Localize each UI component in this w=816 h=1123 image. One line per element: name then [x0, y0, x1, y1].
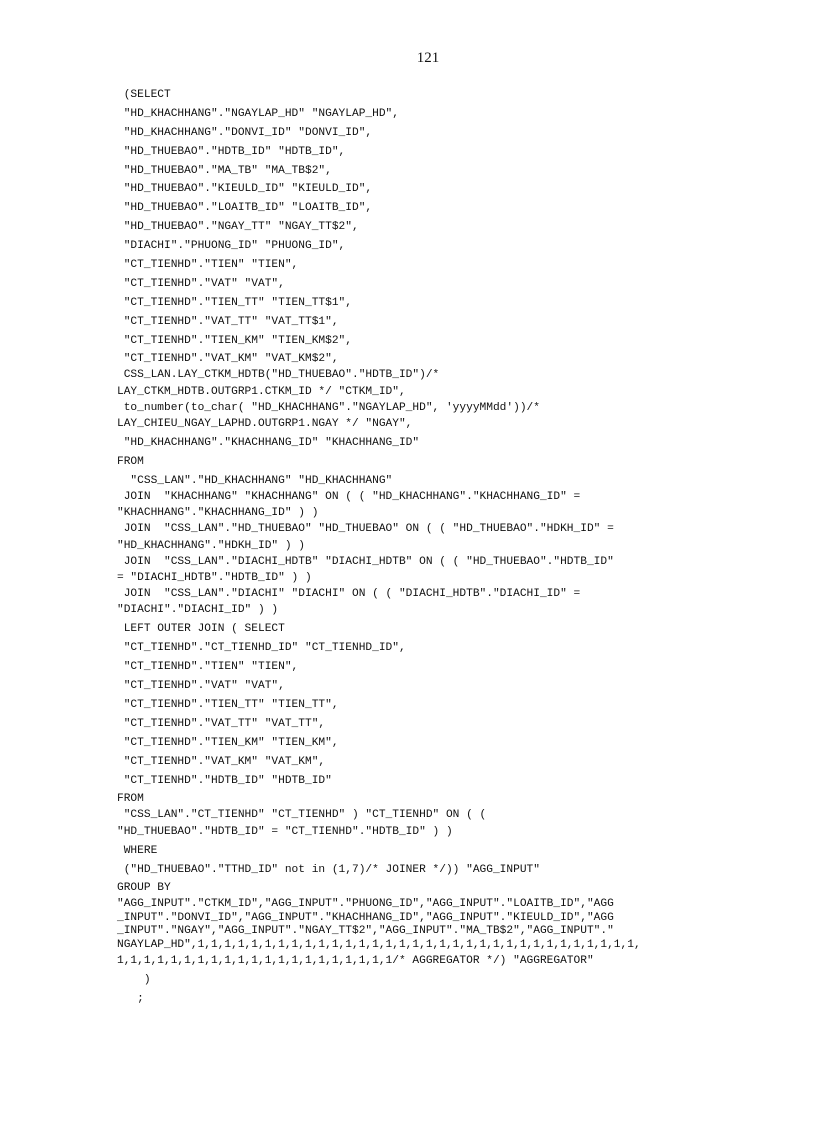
code-line: FROM — [117, 793, 144, 806]
code-line: "HD_THUEBAO"."KIEULD_ID" "KIEULD_ID", — [117, 183, 373, 196]
code-line: ("HD_THUEBAO"."TTHD_ID" not in (1,7)/* JOINER */)) "AGG_INPUT" — [117, 863, 540, 876]
code-line: JOIN "CSS_LAN"."HD_THUEBAO" "HD_THUEBAO" ON ( ( "HD_THUEBAO"."HDKH_ID" = — [117, 523, 614, 536]
code-line: "HD_KHACHHANG"."NGAYLAP_HD" "NGAYLAP_HD", — [117, 107, 399, 120]
code-line: LAY_CTKM_HDTB.OUTGRP1.CTKM_ID */ "CTKM_ID", — [117, 385, 406, 398]
code-line: "CT_TIENHD"."TIEN_KM" "TIEN_KM", — [117, 736, 339, 749]
code-line: FROM — [117, 456, 144, 469]
code-line: "CT_TIENHD"."VAT_KM" "VAT_KM$2", — [117, 353, 339, 366]
code-line: "HD_THUEBAO"."HDTB_ID" "HDTB_ID", — [117, 145, 346, 158]
code-line: = "DIACHI_HDTB"."HDTB_ID" ) ) — [117, 572, 312, 585]
code-line: JOIN "KHACHHANG" "KHACHHANG" ON ( ( "HD_KHACHHANG"."KHACHHANG_ID" = — [117, 490, 581, 503]
code-line: "DIACHI"."DIACHI_ID" ) ) — [117, 604, 279, 617]
code-line: "CT_TIENHD"."TIEN" "TIEN", — [117, 259, 299, 272]
code-line: "CT_TIENHD"."VAT_TT" "VAT_TT$1", — [117, 315, 339, 328]
code-line: "CSS_LAN"."CT_TIENHD" "CT_TIENHD" ) "CT_TIENHD" ON ( ( — [117, 809, 487, 822]
code-line: "HD_KHACHHANG"."DONVI_ID" "DONVI_ID", — [117, 126, 373, 139]
code-line: "HD_THUEBAO"."NGAY_TT" "NGAY_TT$2", — [117, 221, 359, 234]
code-line: WHERE — [117, 844, 158, 857]
code-line: "HD_KHACHHANG"."KHACHHANG_ID" "KHACHHANG_ID" — [117, 437, 420, 450]
code-line: "CT_TIENHD"."TIEN_TT" "TIEN_TT$1", — [117, 296, 352, 309]
code-line: "CSS_LAN"."HD_KHACHHANG" "HD_KHACHHANG" — [117, 474, 393, 487]
code-line: 1,1,1,1,1,1,1,1,1,1,1,1,1,1,1,1,1,1,1,1,1/* AGGREGATOR */) "AGGREGATOR" — [117, 955, 594, 968]
code-line: _INPUT"."NGAY","AGG_INPUT"."NGAY_TT$2","AGG_INPUT"."MA_TB$2","AGG_INPUT"." — [117, 925, 614, 938]
code-line: "CT_TIENHD"."VAT_TT" "VAT_TT", — [117, 717, 326, 730]
code-line: JOIN "CSS_LAN"."DIACHI" "DIACHI" ON ( ( "DIACHI_HDTB"."DIACHI_ID" = — [117, 587, 581, 600]
code-line: ; — [117, 993, 144, 1006]
code-line: (SELECT — [117, 89, 171, 101]
code-line: to_number(to_char( "HD_KHACHHANG"."NGAYLAP_HD", 'yyyyMMdd'))/* — [117, 401, 540, 414]
code-line: "HD_THUEBAO"."LOAITB_ID" "LOAITB_ID", — [117, 202, 373, 215]
code-line: NGAYLAP_HD",1,1,1,1,1,1,1,1,1,1,1,1,1,1,1,1,1,1,1,1,1,1,1,1,1,1,1,1,1,1,1,1,1, — [117, 938, 641, 951]
code-line: "DIACHI"."PHUONG_ID" "PHUONG_ID", — [117, 240, 346, 253]
code-line: "CT_TIENHD"."TIEN_KM" "TIEN_KM$2", — [117, 334, 352, 347]
code-line: "CT_TIENHD"."VAT_KM" "VAT_KM", — [117, 755, 326, 768]
code-line: "HD_KHACHHANG"."HDKH_ID" ) ) — [117, 539, 305, 552]
code-line: ) — [117, 974, 151, 987]
code-line: LAY_CHIEU_NGAY_LAPHD.OUTGRP1.NGAY */ "NGAY", — [117, 418, 413, 431]
code-line: "CT_TIENHD"."TIEN_TT" "TIEN_TT", — [117, 698, 339, 711]
code-line: "CT_TIENHD"."HDTB_ID" "HDTB_ID" — [117, 774, 332, 787]
code-line: "CT_TIENHD"."TIEN" "TIEN", — [117, 661, 299, 674]
code-line: "AGG_INPUT"."CTKM_ID","AGG_INPUT"."PHUONG_ID","AGG_INPUT"."LOAITB_ID","AGG — [117, 898, 614, 911]
page-number: 121 — [416, 50, 440, 66]
code-line: "CT_TIENHD"."CT_TIENHD_ID" "CT_TIENHD_ID", — [117, 642, 406, 655]
code-line: "HD_THUEBAO"."HDTB_ID" = "CT_TIENHD"."HDTB_ID" ) ) — [117, 825, 453, 838]
code-line: CSS_LAN.LAY_CTKM_HDTB("HD_THUEBAO"."HDTB_ID")/* — [117, 369, 440, 382]
sql-code-block — [117, 86, 641, 1009]
code-line: "CT_TIENHD"."VAT" "VAT", — [117, 277, 285, 290]
code-line: "HD_THUEBAO"."MA_TB" "MA_TB$2", — [117, 164, 332, 177]
code-line: GROUP BY — [117, 882, 171, 895]
code-line: _INPUT"."DONVI_ID","AGG_INPUT"."KHACHHANG_ID","AGG_INPUT"."KIEULD_ID","AGG — [117, 911, 614, 924]
code-line: "KHACHHANG"."KHACHHANG_ID" ) ) — [117, 507, 319, 520]
code-line: LEFT OUTER JOIN ( SELECT — [117, 623, 285, 636]
code-line: "CT_TIENHD"."VAT" "VAT", — [117, 680, 285, 693]
code-line: JOIN "CSS_LAN"."DIACHI_HDTB" "DIACHI_HDTB" ON ( ( "HD_THUEBAO"."HDTB_ID" — [117, 555, 614, 568]
